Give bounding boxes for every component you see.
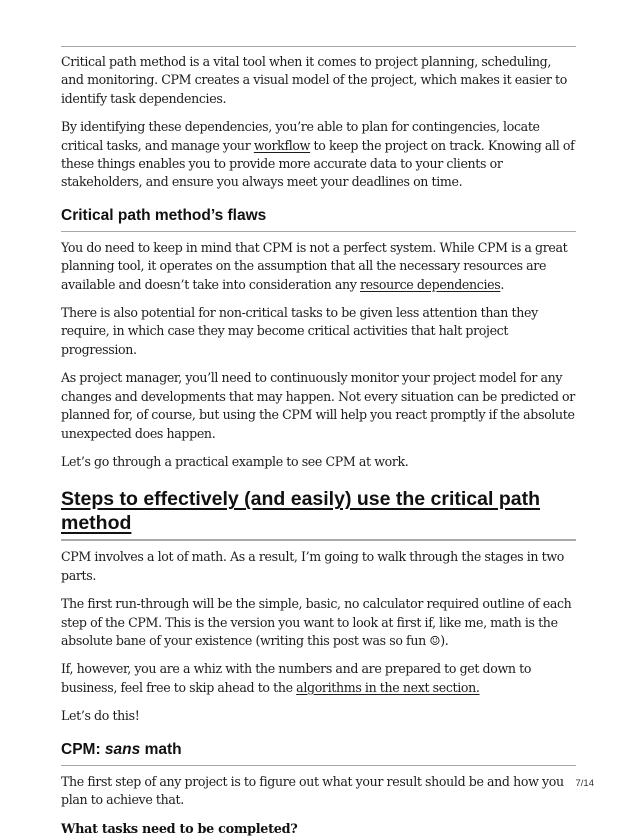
flaws-paragraph-4: Let’s go through a practical example to see CPM at work. [61,453,409,469]
intro-paragraph-1: Critical path method is a vital tool when it comes to project planning, scheduling, and monitoring. CPM creates a visual model of the project, which makes it easier to identify task dependencies. [61,54,567,106]
top-divider [61,46,576,47]
steps-paragraph-2: The first run-through will be the simple, basic, no calculator required outline of each step of the CPM. This is the version you want to look at first if, like me, math is the absolute bane of your existence (writing this post was so fun ☺). [61,596,572,648]
algorithms-link[interactable]: algorithms in the next section. [296,679,480,695]
sans-math-paragraph-1: The first step of any project is to figure out what your result should be and how you plan to achieve that. [61,773,564,807]
workflow-link[interactable]: workflow [253,137,311,153]
steps-paragraph-1: CPM involves a lot of math. As a result, I’m going to walk through the stages in two parts. [61,549,565,583]
resource-dependencies-link[interactable]: resource dependencies [360,276,501,292]
flaws-paragraph-1-text-end: . [500,276,505,292]
intro-paragraph-2 [61,118,576,192]
sans-math-heading-suffix: math [140,740,182,758]
intro-paragraph-2-text-end: to keep the project on track. Knowing all of these things enables you to provide more accurate data to your clients or stakeholders, and ensure you always meet your deadlines on time. [61,137,575,190]
flaws-paragraph-1 [61,239,576,294]
flaws-paragraph-1-text: You do need to keep in mind that CPM is not a perfect system. While CPM is a great planning tool, it operates on the assumption that all the necessary resources are available and doesn’t take into consideration any [61,239,568,292]
flaws-paragraph-3: As project manager, you’ll need to continuously monitor your project model for any changes and developments that may happen. Not every situation can be predicted or planned for, of course, but using the CPM will help you react promptly if the absolute unexpected does happen. [61,370,575,441]
tasks-question-heading: What tasks need to be completed? [61,822,298,838]
sans-math-heading-italic: sans [104,740,141,758]
intro-paragraph-2-text: By identifying these dependencies, you’re able to plan for contingencies, locate critical tasks, and manage your [61,119,540,153]
sans-math-heading [61,740,576,766]
document-page [61,46,576,839]
steps-heading-link[interactable]: Steps to effectively (and easily) use the critical path method [61,488,540,535]
page-number: 7/14 [575,778,594,789]
sans-math-heading-prefix: CPM: [61,740,105,758]
flaws-heading: Critical path method’s flaws [61,206,576,232]
steps-paragraph-3-text: If, however, you are a whiz with the numbers and are prepared to get down to business, feel free to skip ahead to the [61,661,532,695]
steps-heading[interactable] [61,487,576,541]
steps-paragraph-3 [61,660,576,697]
steps-paragraph-4: Let’s do this! [61,708,140,724]
flaws-paragraph-2: There is also potential for non-critical tasks to be given less attention than they require, in which case they may become critical activities that halt project progression. [61,305,538,357]
